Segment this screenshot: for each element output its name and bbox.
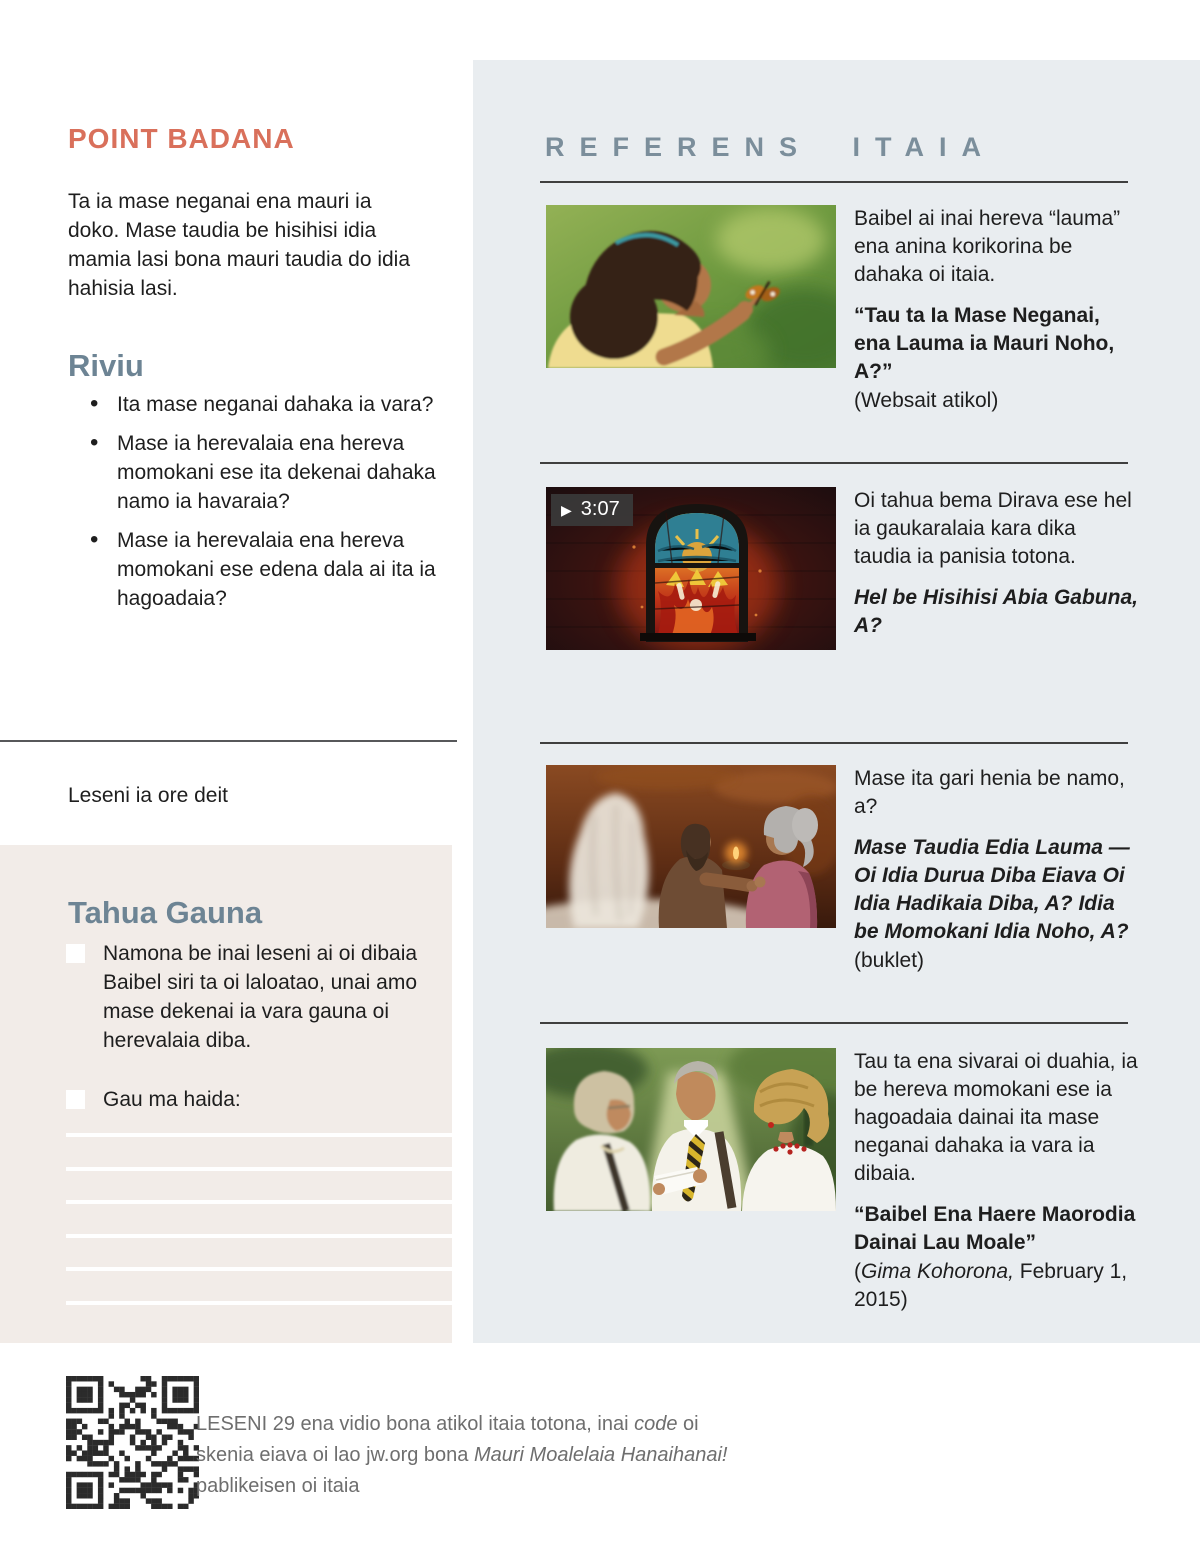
answer-line[interactable] [66, 1200, 452, 1204]
checkbox[interactable] [66, 944, 85, 963]
reference-entry [546, 205, 1146, 415]
publication-title-link[interactable]: “Baibel Ena Haere Maorodia Dainai Lau Moale” [854, 1203, 1136, 1254]
entry-description: Mase ita gari henia be namo, a? [854, 767, 1125, 818]
checklist-item-label: Gau ma haida: [103, 1088, 241, 1111]
publication-title-link[interactable]: Hel be Hisihisi Abia Gabuna, A? [854, 586, 1138, 637]
entry-description: Tau ta ena sivarai oi duahia, ia be hereva momokani ese ia hagoadaia dainai ita mase neganai dahaka ia vara ia dibaia. [854, 1050, 1138, 1185]
entry-divider [540, 462, 1128, 464]
girl-observing-butterfly-photo [546, 205, 836, 368]
research-section-title: Tahua Gauna [68, 894, 263, 930]
research-notes-box [0, 845, 452, 1343]
entry-source: (Gima Kohorona, February 1, 2015) [854, 1260, 1128, 1311]
lesson-complete-note: Leseni ia ore deit [68, 784, 228, 807]
hellfire-stained-glass-video[interactable] [546, 487, 836, 650]
play-icon: ▶ [561, 501, 572, 518]
checklist-item [66, 939, 442, 1055]
review-question: • Ita mase neganai dahaka ia vara? [90, 390, 450, 419]
section-divider [0, 740, 457, 742]
reference-entry [546, 765, 1146, 975]
references-panel [473, 60, 1200, 1343]
checklist-item-label: Namona be inai leseni ai oi dibaia Baibel siri ta oi laloatao, unai amo mase dekenai ia vara gauna oi herevalaia diba. [103, 942, 418, 1052]
answer-line[interactable] [66, 1234, 452, 1238]
reference-entry [546, 1048, 1146, 1314]
qr-code [66, 1376, 199, 1509]
answer-lines [66, 1133, 452, 1334]
footer-caption: LESENI 29 ena vidio bona atikol itaia totona, inai code oi skenia eiava oi lao jw.org bona Mauri Moalelaia Hanaihanai! pablikeisen oi itaia [196, 1413, 728, 1497]
entry-divider [540, 181, 1128, 183]
entry-divider [540, 1022, 1128, 1024]
checkbox[interactable] [66, 1090, 85, 1109]
answer-line[interactable] [66, 1301, 452, 1305]
entry-description: Oi tahua bema Dirava ese hel ia gaukaralaia kara dika taudia ia panisia totona. [854, 489, 1132, 568]
checklist-item [66, 1085, 442, 1114]
review-question-list [90, 390, 450, 623]
entry-source: (buklet) [854, 949, 925, 972]
references-panel-title: REFERENS ITAIA [545, 132, 997, 163]
answer-line[interactable] [66, 1133, 452, 1137]
entry-source: (Websait atikol) [854, 389, 999, 412]
entry-description: Baibel ai inai hereva “lauma” ena anina korikorina be dahaka oi itaia. [854, 207, 1121, 286]
main-point-paragraph: Ta ia mase neganai ena mauri ia doko. Mase taudia be hisihisi idia mamia lasi bona mauri taudia do idia hahisia lasi. [68, 190, 411, 300]
publication-title-link[interactable]: Mase Taudia Edia Lauma —Oi Idia Durua Diba Eiava Oi Idia Hadikaia Diba, A? Idia be Momokani Idia Noho, A? [854, 836, 1130, 943]
answer-line[interactable] [66, 1267, 452, 1271]
publication-title-link[interactable]: “Tau ta Ia Mase Neganai, ena Lauma ia Mauri Noho, A?” [854, 304, 1115, 383]
witnesses-sharing-publication-photo [546, 1048, 836, 1211]
entry-divider [540, 742, 1128, 744]
reference-entry [546, 487, 1146, 650]
video-duration: 3:07 [580, 498, 620, 520]
answer-line[interactable] [66, 1167, 452, 1171]
review-question: • Mase ia herevalaia ena hereva momokani ese ita dekenai dahaka namo ia havaraia? [90, 429, 450, 516]
review-section-title: Riviu [68, 347, 144, 383]
video-duration-badge [551, 494, 633, 526]
review-question: • Mase ia herevalaia ena hereva momokani ese edena dala ai ita ia hagoadaia? [90, 526, 450, 613]
ghost-apparition-painting [546, 765, 836, 928]
page-title: POINT BADANA [68, 122, 295, 154]
